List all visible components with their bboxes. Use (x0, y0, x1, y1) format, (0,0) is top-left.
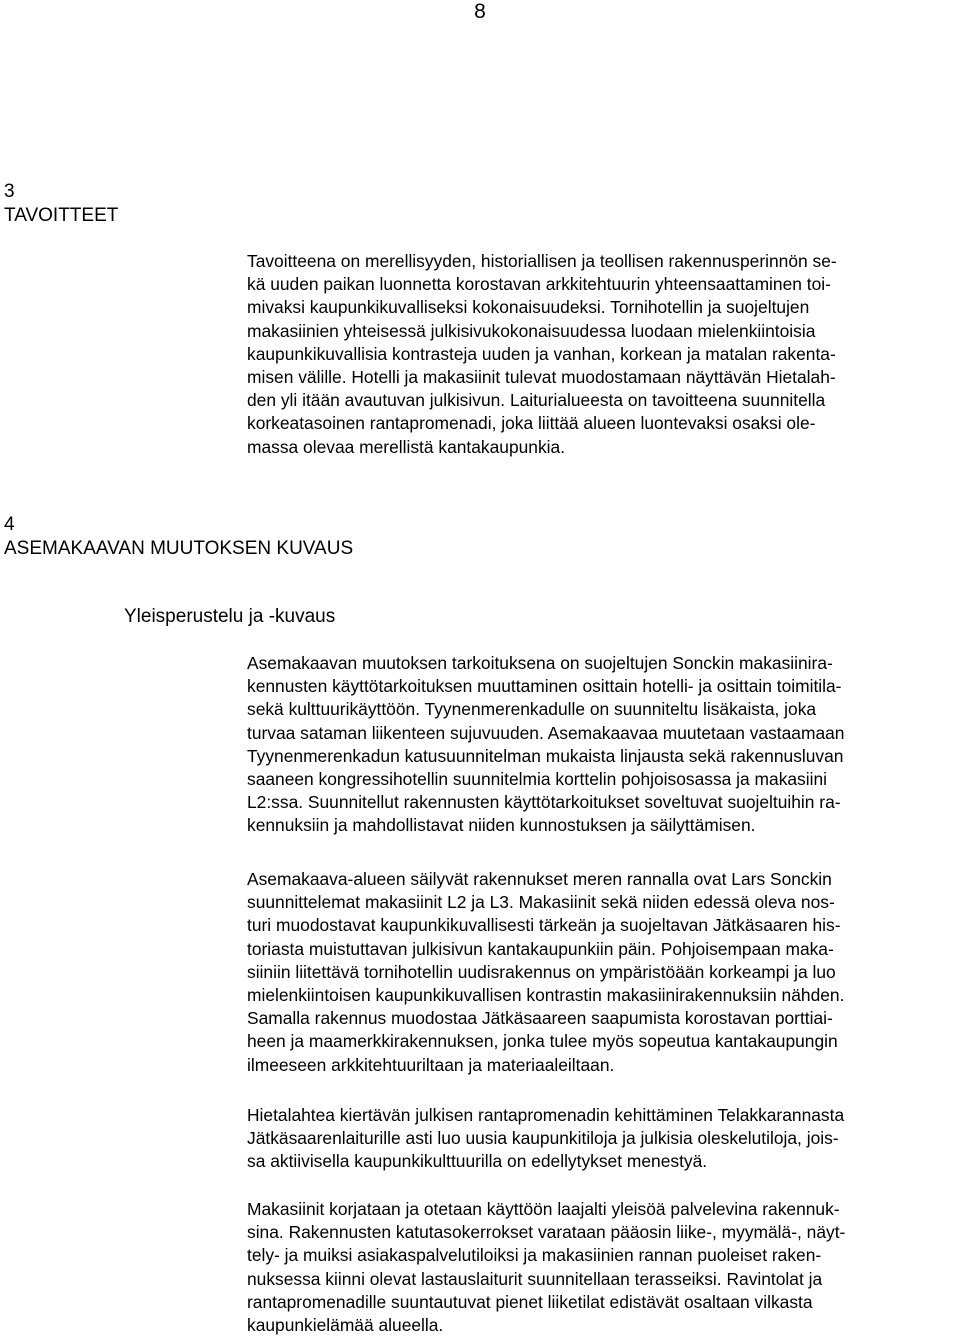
section-4-heading (4, 513, 353, 561)
section-3-paragraph (247, 250, 960, 459)
text-line: misen välille. Hotelli ja makasiinit tulevat muodostamaan näyttävän Hietalah- (247, 367, 836, 388)
section-3-number: 3 (4, 181, 15, 202)
text-line: mielenkiintoisen kaupunkikuvallisen kontrastin makasiinirakennuksiin nähden. (247, 985, 845, 1006)
text-line: suunnittelemat makasiinit L2 ja L3. Makasiinit sekä niiden edessä oleva nos- (247, 892, 835, 913)
text-line: Makasiinit korjataan ja otetaan käyttöön laajalti yleisöä palvelevina rakennuk- (247, 1199, 840, 1219)
text-line: Samalla rakennus muodostaa Jätkäsaareen saapumista korostavan porttiai- (247, 1008, 833, 1029)
section-4-number: 4 (4, 514, 15, 535)
text-line: mivaksi kaupunkikuvalliseksi kokonaisuudeksi. Tornihotellin ja suojeltujen (247, 297, 810, 318)
text-line: kennuksiin ja mahdollistavat niiden kunnostuksen ja säilyttämisen. (247, 815, 756, 836)
text-line: siiniin liitettävä tornihotellin uudisrakennus on ympäristöään korkeampi ja luo (247, 961, 836, 982)
section-3-title: TAVOITTEET (4, 205, 119, 226)
text-line: L2:ssa. Suunnitellut rakennusten käyttötarkoitukset soveltuvat suojeltuihin ra- (247, 792, 841, 813)
text-line: Tyynenmerenkadun katusuunnitelman mukaista linjausta sekä rakennusluvan (247, 745, 844, 766)
text-line: rantapromenadille suuntautuvat pienet liiketilat edistävät osaltaan vilkasta (247, 1291, 813, 1312)
text-line: den yli itään avautuvan julkisivun. Laiturialueesta on tavoitteena suunnitella (247, 390, 826, 411)
section-4-paragraph-1 (247, 652, 960, 838)
section-4-paragraph-4 (247, 1198, 960, 1337)
text-line: korkeatasoinen rantapromenadi, joka liittää alueen luontevaksi osaksi ole- (247, 413, 816, 434)
text-line: Tavoitteena on merellisyyden, historiallisen ja teollisen rakennusperinnön se- (247, 251, 837, 271)
text-line: kaupunkikuvallisia kontrasteja uuden ja vanhan, korkean ja matalan rakenta- (247, 343, 836, 364)
text-line: makasiinien yhteisessä julkisivukokonaisuudessa luodaan mielenkiintoisia (247, 320, 816, 341)
page-number: 8 (474, 0, 486, 23)
section-3-heading (4, 180, 118, 228)
section-4-title: ASEMAKAAVAN MUUTOKSEN KUVAUS (4, 538, 354, 559)
text-line: tely- ja muiksi asiakaspalvelutiloiksi ja makasiinien rannan puoleiset raken- (247, 1245, 822, 1266)
text-line: sina. Rakennusten katutasokerrokset varataan pääosin liike-, myymälä-, näyt- (247, 1222, 846, 1243)
text-line: nuksessa kiinni olevat lastauslaiturit suunnitellaan terasseiksi. Ravintolat ja (247, 1268, 823, 1289)
text-line: ilmeeseen arkkitehtuuriltaan ja materiaaleiltaan. (247, 1054, 615, 1075)
subheading-general-justification: Yleisperustelu ja -kuvaus (124, 606, 336, 627)
text-line: Asemakaava-alueen säilyvät rakennukset meren rannalla ovat Lars Sonckin (247, 869, 832, 889)
text-line: sa aktiivisella kaupunkikulttuurilla on edellytykset menestyä. (247, 1151, 708, 1172)
text-line: saaneen kongressihotellin suunnitelmia korttelin pohjoisosassa ja makasiini (247, 769, 828, 790)
text-line: turvaa sataman liikenteen sujuvuuden. Asemakaavaa muutetaan vastaamaan (247, 722, 845, 743)
text-line: sekä kulttuurikäyttöön. Tyynenmerenkadulle on suunniteltu lisäkaista, joka (247, 699, 817, 720)
section-4-paragraph-3 (247, 1104, 960, 1174)
text-line: Jätkäsaarenlaiturille asti luo uusia kaupunkitiloja ja julkisia oleskelutiloja, jois- (247, 1128, 839, 1149)
text-line: turi muodostavat kaupunkikuvallisesti tärkeän ja suojeltavan Jätkäsaaren his- (247, 915, 841, 936)
text-line: heen ja maamerkkirakennuksen, jonka tulee myös sopeutua kantakaupungin (247, 1031, 838, 1052)
text-line: massa olevaa merellistä kantakaupunkia. (247, 436, 566, 457)
text-line: toriasta muistuttavan julkisivun kantakaupunkiin päin. Pohjoisempaan maka- (247, 938, 834, 959)
text-line: kä uuden paikan luonnetta korostavan arkkitehtuurin yhteensaattaminen toi- (247, 274, 831, 295)
section-4-paragraph-2 (247, 868, 960, 1077)
text-line: kaupunkielämää alueella. (247, 1315, 444, 1336)
text-line: kennusten käyttötarkoituksen muuttaminen osittain hotelli- ja osittain toimitila- (247, 676, 842, 697)
text-line: Asemakaavan muutoksen tarkoituksena on suojeltujen Sonckin makasiinira- (247, 653, 833, 673)
text-line: Hietalahtea kiertävän julkisen rantapromenadin kehittäminen Telakkarannasta (247, 1105, 845, 1125)
